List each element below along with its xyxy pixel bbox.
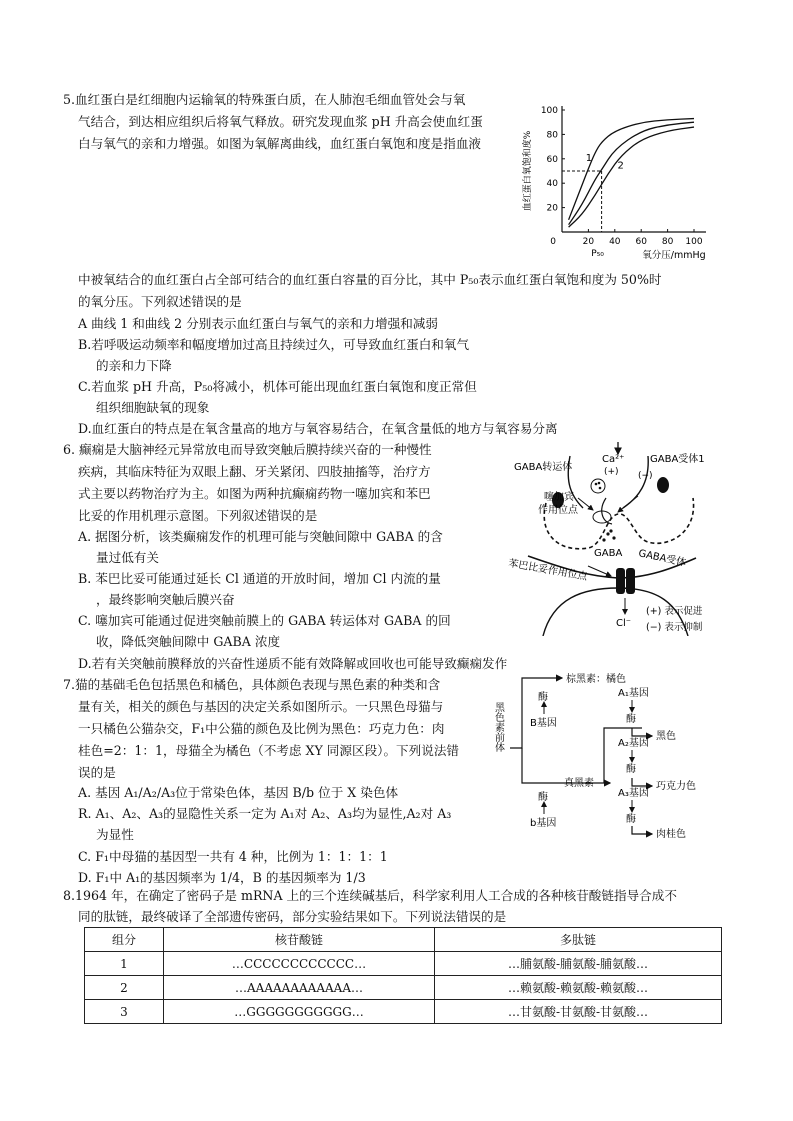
q7-line-2: 量有关，相关的颜色与基因的决定关系如图所示。一只黑色母猫与 bbox=[78, 699, 444, 714]
legend-inhibit: (−) 表示抑制 bbox=[646, 622, 703, 633]
y-tick-label: 100 bbox=[540, 106, 558, 116]
enzyme-a1: 酶 bbox=[626, 714, 636, 725]
enzyme-a2: 酶 bbox=[626, 764, 636, 775]
table-row bbox=[85, 976, 722, 1000]
table-cell: …CCCCCCCCCCCC… bbox=[164, 952, 435, 976]
codon-table bbox=[84, 927, 722, 1024]
q6-option-c: C. 噻加宾可能通过促进突触前膜上的 GABA 转运体对 GABA 的回 bbox=[78, 613, 451, 628]
receptor-post-label: GABA受体 bbox=[637, 548, 687, 569]
q6-option-b: B. 苯巴比妥可能通过延长 Cl 通道的开放时间，增加 Cl 内流的量 bbox=[78, 571, 441, 586]
cl-label: Cl⁻ bbox=[616, 618, 632, 629]
enzyme-label-bottom: 酶 bbox=[538, 792, 548, 803]
gene-b-upper-label: B基因 bbox=[530, 718, 557, 729]
black-label: 黑色 bbox=[656, 731, 676, 742]
q5-line-2: 气结合，到达相应组织后将氧气释放。研究发现血浆 pH 升高会使血红蛋 bbox=[78, 114, 483, 129]
series-label: 1 bbox=[585, 153, 593, 165]
q7-line-5: 误的是 bbox=[78, 765, 116, 780]
x-tick-label: 100 bbox=[685, 237, 703, 247]
q5-option-a: A 曲线 1 和曲线 2 分别表示血红蛋白与氧气的亲和力增强和减弱 bbox=[78, 316, 438, 331]
q6-line-1: 6. 癫痫是大脑神经元异常放电而导致突触后膜持续兴奋的一种慢性 bbox=[63, 442, 432, 457]
gaba-transporter-label: GABA转运体 bbox=[514, 462, 573, 473]
q7-line-1: 7.猫的基础毛色包括黑色和橘色，具体颜色表现与黑色素的种类和含 bbox=[63, 677, 441, 692]
q6-line-3: 式主要以药物治疗为主。如图为两种抗癫痫药物一噻加宾和苯巴 bbox=[78, 486, 431, 501]
p50-label: P₅₀ bbox=[591, 249, 604, 259]
table-header: 组分 bbox=[85, 928, 164, 952]
cl-channel-shape bbox=[616, 568, 625, 594]
table-header-row bbox=[85, 928, 722, 952]
synapse-diagram bbox=[498, 438, 738, 636]
table-cell: 1 bbox=[85, 952, 164, 976]
table-header: 核苷酸链 bbox=[164, 928, 435, 952]
tiagabine-label-2: 作用位点 bbox=[538, 505, 578, 516]
y-axis-label: 血红蛋白氧饱和度% bbox=[523, 130, 533, 212]
table-cell: …脯氨酸-脯氨酸-脯氨酸… bbox=[435, 952, 722, 976]
precursor-label: 黑色素前体 bbox=[492, 702, 504, 752]
table-cell: …赖氨酸-赖氨酸-赖氨酸… bbox=[435, 976, 722, 1000]
q7-option-d: D. F₁中 A₁的基因频率为 1/4，B 的基因频率为 1/3 bbox=[78, 870, 366, 885]
q5-line-1: 5.血红蛋白是红细胞内运输氧的特殊蛋白质，在人肺泡毛细血管处会与氧 bbox=[63, 92, 466, 107]
x-tick-label: 60 bbox=[635, 237, 647, 247]
q6-option-c-cont: 收，降低突触间隙中 GABA 浓度 bbox=[96, 634, 281, 649]
q7-option-c: C. F₁中母猫的基因型一共有 4 种，比例为 1：1：1：1 bbox=[78, 849, 388, 864]
table-row bbox=[85, 952, 722, 976]
chocolate-label: 巧克力色 bbox=[656, 781, 696, 792]
gene-b-lower-label: b基因 bbox=[530, 818, 557, 829]
x-axis-label: 氧分压/mmHg bbox=[642, 250, 706, 261]
receptor-1-label: GABA受体1 bbox=[650, 454, 705, 465]
q7-option-a: A. 基因 A₁/A₂/A₃位于常染色体，基因 B/b 位于 X 染色体 bbox=[78, 785, 399, 800]
q5-option-c: C.若血浆 pH 升高，P₅₀将减小，机体可能出现血红蛋白氧饱和度正常但 bbox=[78, 379, 477, 394]
q6-line-4: 比妥的作用机理示意图。下列叙述错误的是 bbox=[78, 508, 318, 523]
table-cell: …AAAAAAAAAAAA… bbox=[164, 976, 435, 1000]
series-label: 2 bbox=[617, 160, 624, 172]
y-tick-label: 20 bbox=[546, 203, 558, 214]
cinnamon-label: 肉桂色 bbox=[656, 829, 686, 840]
y-tick-label: 60 bbox=[546, 154, 558, 165]
origin-label: 0 bbox=[550, 237, 556, 247]
coat-color-pathway bbox=[492, 668, 722, 844]
gaba-label: GABA bbox=[594, 548, 623, 559]
vesicle bbox=[591, 479, 605, 493]
enzyme-label-top: 酶 bbox=[538, 692, 548, 703]
q5-option-b: B.若呼吸运动频率和幅度增加过高且持续过久，可导致血红蛋白和氧气 bbox=[78, 337, 470, 352]
receptor-1-shape bbox=[657, 477, 669, 493]
q6-option-d: D.若有关突触前膜释放的兴奋性递质不能有效降解或回收也可能导致癫痫发作 bbox=[78, 656, 508, 671]
q5-option-b-cont: 的亲和力下降 bbox=[96, 358, 172, 373]
table-cell: …甘氨酸-甘氨酸-甘氨酸… bbox=[435, 1000, 722, 1024]
gene-a1-label: A₁基因 bbox=[618, 688, 649, 699]
q7-line-4: 桂色=2：1：1，母猫全为橘色（不考虑 XY 同源区段）。下列说法错 bbox=[78, 743, 460, 758]
q8-line-1: 8.1964 年，在确定了密码子是 mRNA 上的三个连续碱基后，科学家利用人工合成的各种核苷酸链指导合成不 bbox=[63, 888, 677, 903]
q5-line-3: 白与氧气的亲和力增强。如图为氧解离曲线，血红蛋白氧饱和度是指血液 bbox=[78, 136, 481, 151]
x-tick-label: 20 bbox=[582, 237, 595, 247]
enzyme-a3: 酶 bbox=[626, 814, 636, 825]
table-cell: 2 bbox=[85, 976, 164, 1000]
q7-line-3: 一只橘色公猫杂交，F₁中公猫的颜色及比例为黑色：巧克力色：肉 bbox=[78, 721, 445, 736]
q5-option-d: D.血红蛋白的特点是在氧含量高的地方与氧容易结合，在氧含量低的地方与氧容易分离 bbox=[78, 421, 558, 436]
phenobarbital-label: 苯巴比妥作用位点 bbox=[507, 558, 589, 583]
true-black-label: 真黑素 bbox=[564, 778, 594, 789]
q5-option-c-cont: 组织细胞缺氧的现象 bbox=[96, 400, 210, 415]
q5-line-5: 的氧分压。下列叙述错误的是 bbox=[78, 294, 242, 309]
oxygen-dissociation-chart bbox=[520, 100, 720, 268]
q8-line-2: 同的肽链，最终破译了全部遗传密码，部分实验结果如下。下列说法错误的是 bbox=[78, 909, 507, 924]
x-tick-label: 80 bbox=[661, 237, 674, 247]
minus-label: (−) bbox=[638, 471, 653, 481]
table-header: 多肽链 bbox=[435, 928, 722, 952]
y-tick-label: 40 bbox=[546, 179, 558, 190]
ca-label: Ca²⁺ bbox=[602, 454, 625, 465]
gene-a3-label: A₃基因 bbox=[618, 788, 649, 799]
brown-black-label: 棕黑素：橘色 bbox=[566, 674, 626, 685]
q6-line-2: 疾病，其临床特征为双眼上翻、牙关紧闭、四肢抽搐等，治疗方 bbox=[78, 464, 431, 479]
series-line-2 bbox=[569, 122, 694, 224]
q7-option-b: R. A₁、A₂、A₃的显隐性关系一定为 A₁对 A₂、A₃均为显性,A₂对 A₃ bbox=[78, 806, 452, 821]
y-tick-label: 80 bbox=[546, 130, 558, 141]
q6-option-a: A. 据图分析，该类癫痫发作的机理可能与突触间隙中 GABA 的含 bbox=[78, 529, 443, 544]
gene-a2-label: A₂基因 bbox=[618, 738, 649, 749]
legend-promote: (+) 表示促进 bbox=[646, 606, 703, 617]
table-cell: …GGGGGGGGGGG… bbox=[164, 1000, 435, 1024]
table-cell: 3 bbox=[85, 1000, 164, 1024]
table-row bbox=[85, 1000, 722, 1024]
series-line-3 bbox=[569, 127, 694, 227]
x-tick-label: 40 bbox=[609, 237, 621, 247]
tiagabine-label-1: 噻加宾 bbox=[544, 492, 574, 503]
q6-option-b-cont: ，最终影响突触后膜兴奋 bbox=[96, 592, 235, 607]
q6-option-a-cont: 量过低有关 bbox=[96, 550, 159, 565]
plus-label: (+) bbox=[604, 467, 619, 477]
q7-option-b-cont: 为显性 bbox=[96, 827, 134, 842]
q5-line-4: 中被氧结合的血红蛋白占全部可结合的血红蛋白容量的百分比，其中 P₅₀表示血红蛋白氧饱和度为 50%时 bbox=[78, 272, 662, 287]
series-line-1 bbox=[569, 119, 694, 220]
